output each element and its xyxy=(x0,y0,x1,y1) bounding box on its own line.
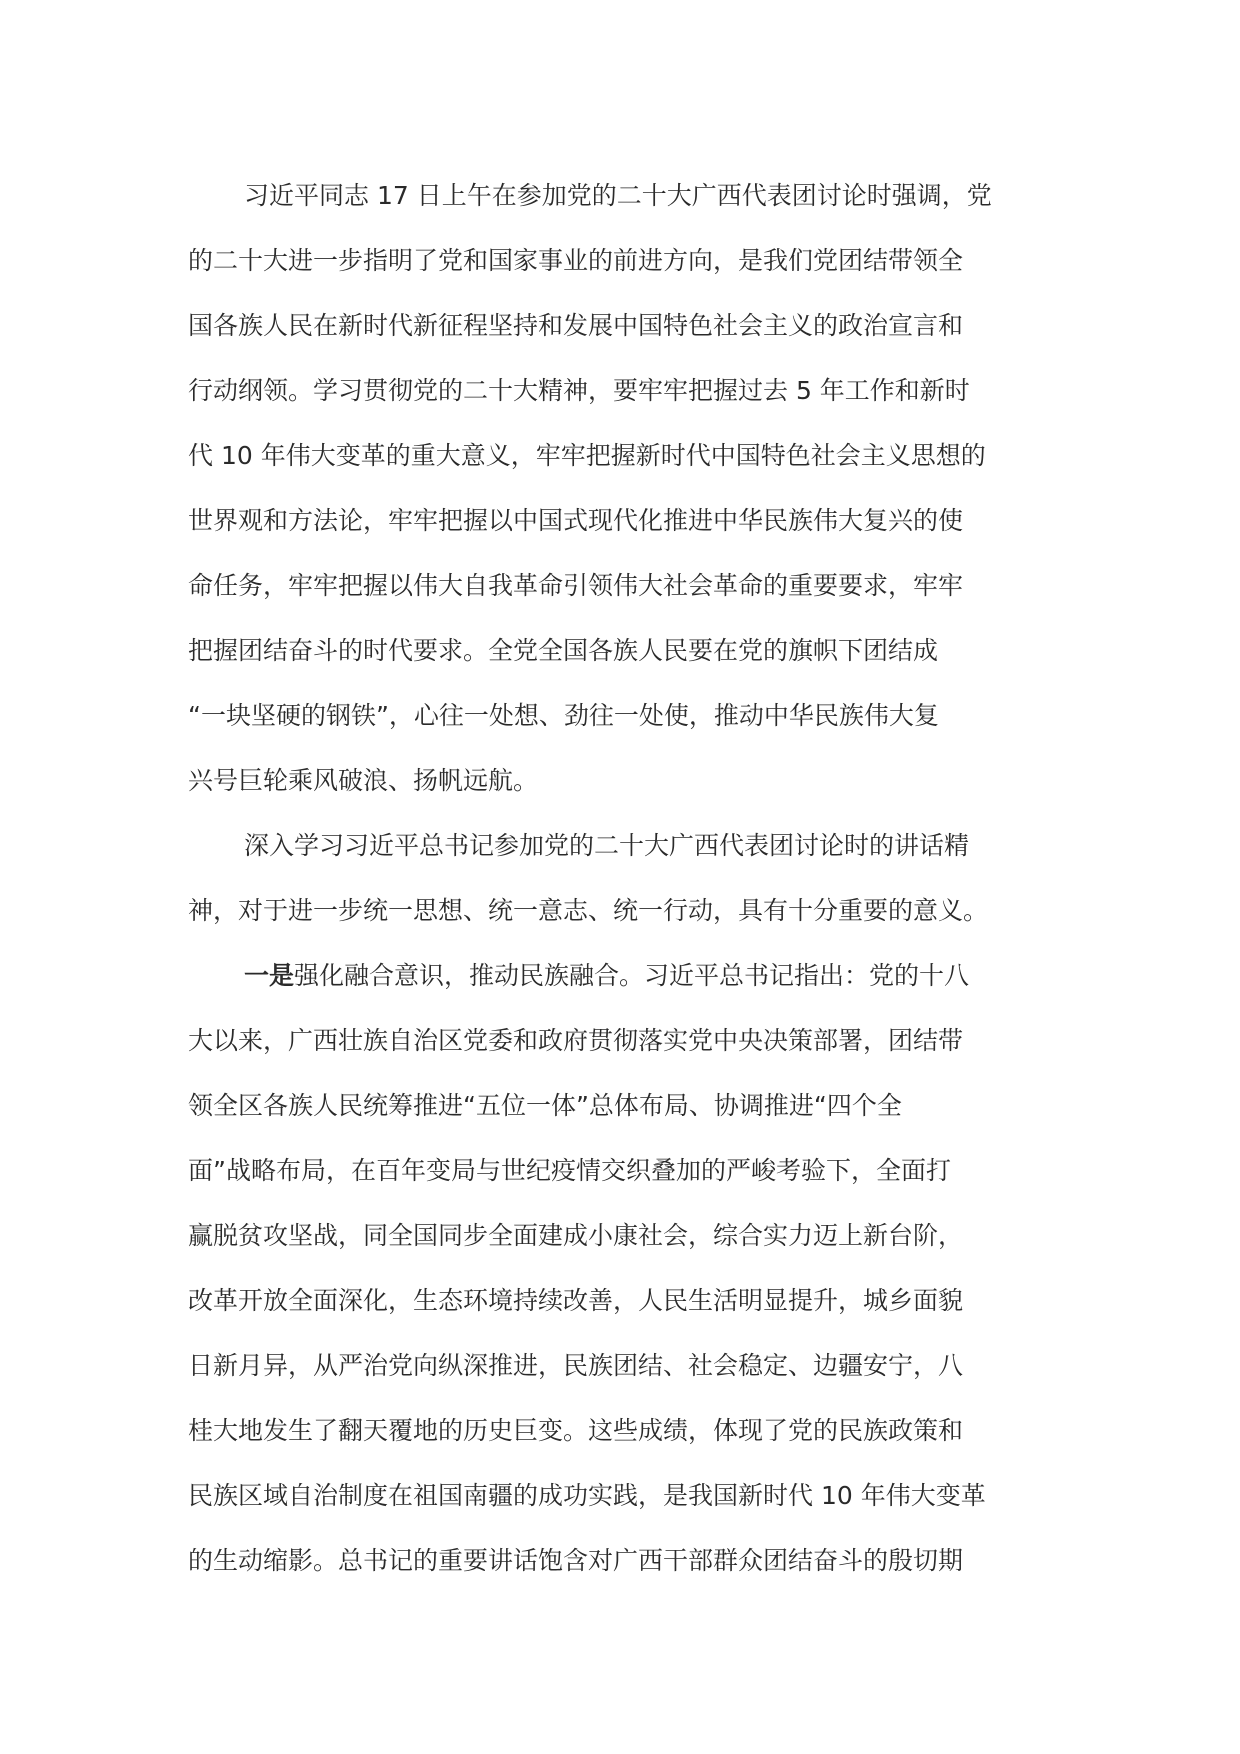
paragraph-1-line-10: 兴号巨轮乘风破浪、扬帆远航。 xyxy=(188,766,539,795)
paragraph-1-line-5: 代 10 年伟大变革的重大意义，牢牢把握新时代中国特色社会主义思想的 xyxy=(188,441,986,470)
paragraph-3-line-6: 改革开放全面深化，生态环境持续改善，人民生活明显提升，城乡面貌 xyxy=(188,1286,964,1315)
paragraph-1-line-9: “一块坚硬的钢铁”，心往一处想、劲往一处使，推动中华民族伟大复 xyxy=(188,701,939,730)
paragraph-3-line-5: 赢脱贫攻坚战，同全国同步全面建成小康社会，综合实力迈上新台阶， xyxy=(188,1221,964,1250)
paragraph-2-line-2: 神，对于进一步统一思想、统一意志、统一行动，具有十分重要的意义。 xyxy=(188,896,989,925)
paragraph-1-line-2: 的二十大进一步指明了党和国家事业的前进方向，是我们党团结带领全 xyxy=(188,246,964,275)
paragraph-3-lead-bold: 一是 xyxy=(244,961,295,990)
paragraph-2-line-1: 深入学习习近平总书记参加党的二十大广西代表团讨论时的讲话精 xyxy=(244,831,970,860)
paragraph-1-line-4: 行动纲领。学习贯彻党的二十大精神，要牢牢把握过去 5 年工作和新时 xyxy=(188,376,970,405)
paragraph-3-line-7: 日新月异，从严治党向纵深推进，民族团结、社会稳定、边疆安宁，八 xyxy=(188,1351,964,1380)
paragraph-1-line-8: 把握团结奋斗的时代要求。全党全国各族人民要在党的旗帜下团结成 xyxy=(188,636,939,665)
paragraph-3-line-2: 大以来，广西壮族自治区党委和政府贯彻落实党中央决策部署，团结带 xyxy=(188,1026,964,1055)
document-body xyxy=(188,163,1058,1593)
paragraph-3-line-4: 面”战略布局，在百年变局与世纪疫情交织叠加的严峻考验下，全面打 xyxy=(188,1156,951,1185)
paragraph-1-line-3: 国各族人民在新时代新征程坚持和发展中国特色社会主义的政治宣言和 xyxy=(188,311,964,340)
paragraph-1-line-1: 习近平同志 17 日上午在参加党的二十大广西代表团讨论时强调，党 xyxy=(244,181,992,210)
paragraph-3-line-1 xyxy=(188,943,1058,1008)
paragraph-3-line-3: 领全区各族人民统筹推进“五位一体”总体布局、协调推进“四个全 xyxy=(188,1091,902,1120)
paragraph-3-line-9: 民族区域自治制度在祖国南疆的成功实践，是我国新时代 10 年伟大变革 xyxy=(188,1481,986,1510)
paragraph-3-first-line-rest: 强化融合意识，推动民族融合。习近平总书记指出：党的十八 xyxy=(294,961,970,990)
paragraph-3-line-10: 的生动缩影。总书记的重要讲话饱含对广西干部群众团结奋斗的殷切期 xyxy=(188,1546,964,1575)
paragraph-1-line-6: 世界观和方法论，牢牢把握以中国式现代化推进中华民族伟大复兴的使 xyxy=(188,506,964,535)
paragraph-3-line-8: 桂大地发生了翻天覆地的历史巨变。这些成绩，体现了党的民族政策和 xyxy=(188,1416,964,1445)
paragraph-1-line-7: 命任务，牢牢把握以伟大自我革命引领伟大社会革命的重要要求，牢牢 xyxy=(188,571,964,600)
